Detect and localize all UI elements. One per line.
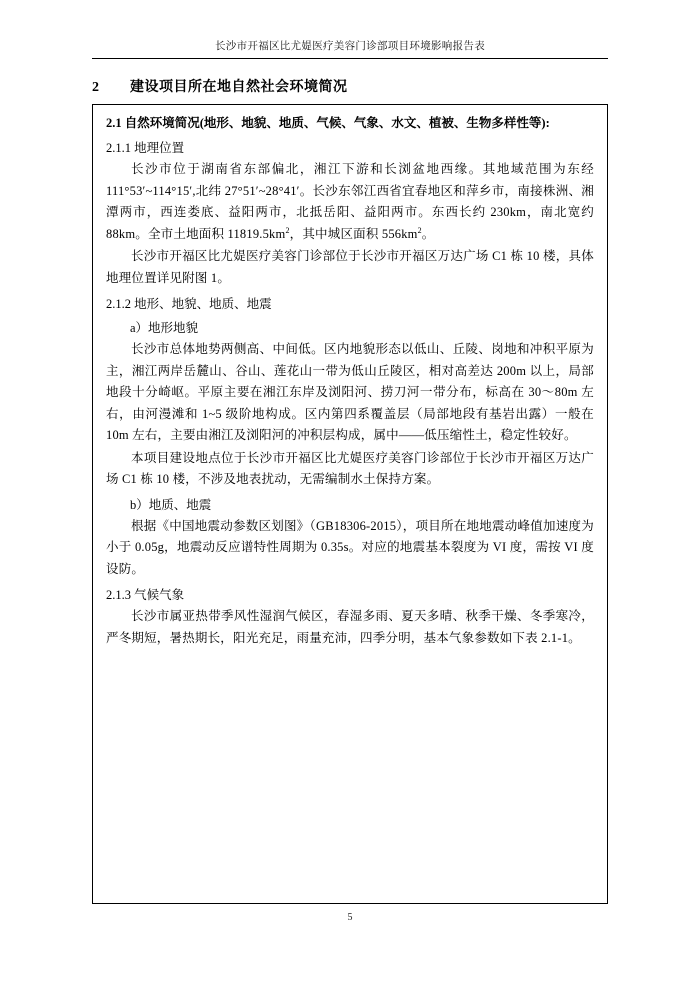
paragraph-topography: 长沙市总体地势两侧高、中间低。区内地貌形态以低山、丘陵、岗地和冲积平原为主，湘江两岸岳麓山、谷山、莲花山一带为低山丘陵区，相对高差达 200m 以上，局部地段十分崎岖。平原主要在湘江东岸及浏阳河、捞刀河一带分布，标高在 30～80m 左右，由河漫滩和 1~5 级阶地构成。区内第四系覆盖层（局部地段有基岩出露）一般在 10m 左右，主要由湘江及浏阳河的冲积层构成，属中——低压缩性土，稳定性较好。 [106, 342, 594, 443]
heading-2-1-2: 2.1.2 地形、地貌、地质、地震 [106, 297, 272, 312]
paragraph-climate: 长沙市属亚热带季风性湿润气候区，春湿多雨、夏天多晴、秋季干燥、冬季寒冷，严冬期短，暑热期长，阳光充足，雨量充沛，四季分明，基本气象参数如下表 2.1-1。 [106, 609, 594, 645]
page-number: 5 [347, 912, 353, 923]
content-frame [92, 104, 608, 904]
paragraph-seismic: 根据《中国地震动参数区划图》（GB18306-2015），项目所在地地震动峰值加速度为小于 0.05g，地震动反应谱特性周期为 0.35s。对应的地震基本裂度为 VI 度，需按 VI 度设防。 [106, 518, 594, 576]
running-header: 长沙市开福区比尤媞医疗美容门诊部项目环境影响报告表 [215, 41, 485, 52]
section-heading [92, 76, 608, 96]
paragraph-location-overview: 长沙市位于湖南省东部偏北，湘江下游和长浏盆地西缘。其地域范围为东经111°53′~114°15′,北纬 27°51′~28°41′。长沙东邻江西省宜春地区和萍乡市，南接株洲、湘潭两市，西连娄底、益阳两市，北抵岳阳、益阳两市。东西长约 230km，南北宽约 88km。全市土地面积 $11819.5km^2$，其中城区面积 $556km^2$。 [106, 162, 594, 241]
heading-2-1-3: 2.1.3 气候气象 [106, 588, 185, 603]
heading-geology-earthquake: b）地质、地震 [130, 497, 212, 512]
paragraph-project-location: 长沙市开福区比尤媞医疗美容门诊部位于长沙市开福区万达广场 C1 栋 10 楼，具体地理位置详见附图 1。 [106, 249, 594, 285]
section-number: 2 [92, 80, 100, 95]
subsection-heading-2-1: 2.1 自然环境简况(地形、地貌、地质、气候、气象、水文、植被、生物多样性等): [106, 116, 550, 130]
paragraph-site-soil-conservation: 本项目建设地点位于长沙市开福区比尤媞医疗美容门诊部位于长沙市开福区万达广场 C1 栋 10 楼，不涉及地表扰动，无需编制水土保持方案。 [106, 450, 594, 487]
header-divider [92, 58, 608, 59]
heading-topography: a）地形地貌 [130, 321, 199, 336]
section-title: 建设项目所在地自然社会环境简况 [130, 80, 348, 95]
heading-2-1-1: 2.1.1 地理位置 [106, 141, 185, 156]
